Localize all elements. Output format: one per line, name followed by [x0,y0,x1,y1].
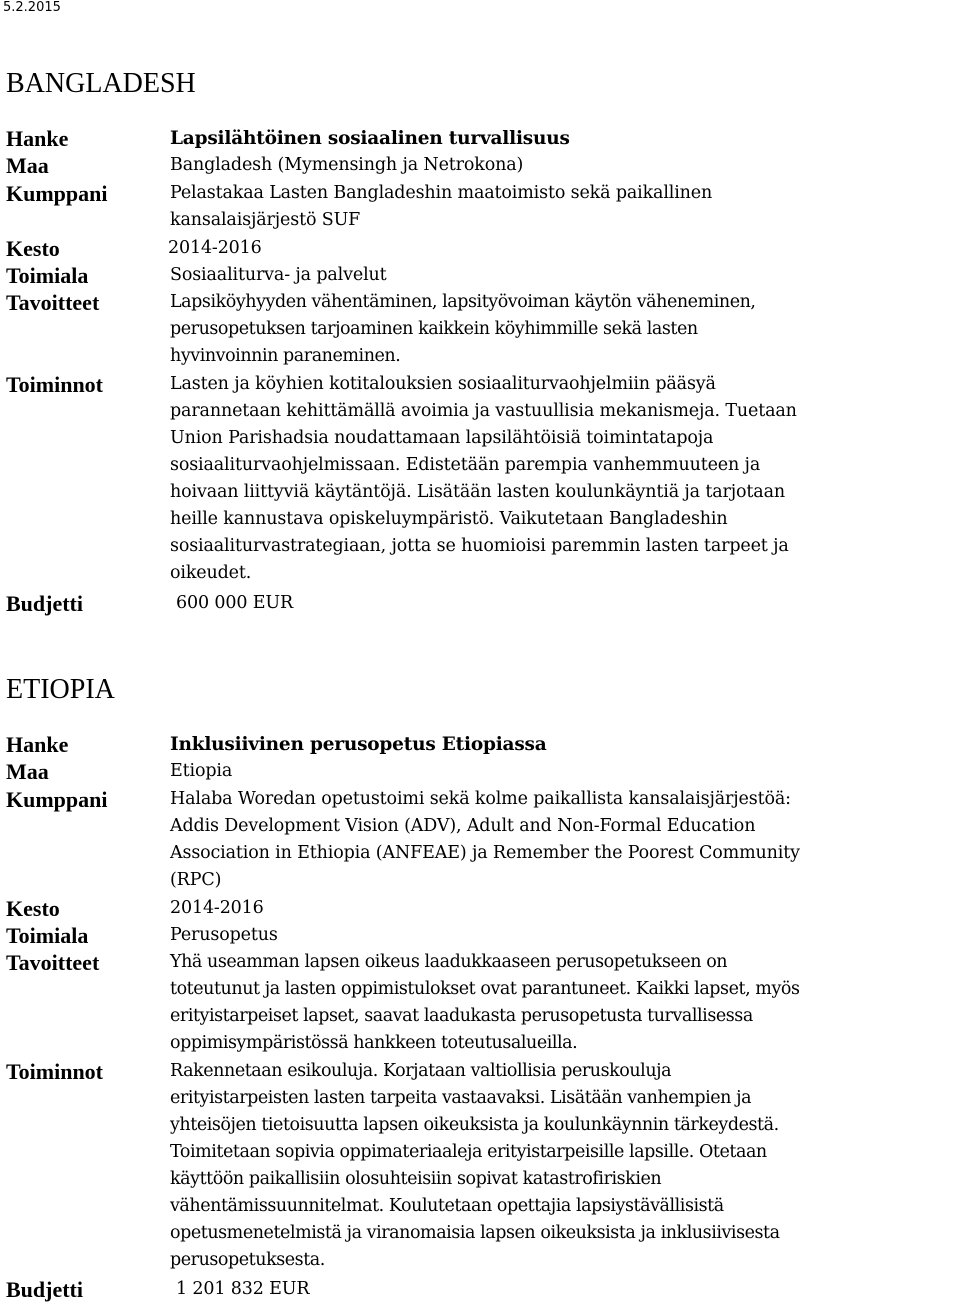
country-heading-etiopia: ETIOPIA [6,674,115,705]
label-kesto: Kesto [6,236,60,261]
label-toimiala: Toimiala [6,923,89,948]
value-budjetti: 1 201 832 EUR [176,1279,310,1299]
label-toiminnot: Toiminnot [6,372,104,397]
label-budjetti: Budjetti [6,591,83,616]
value-maa: Bangladesh (Mymensingh ja Netrokona) [170,155,524,175]
value-toimiala: Perusopetus [170,925,278,945]
label-maa: Maa [6,759,49,784]
label-toiminnot: Toiminnot [6,1059,104,1084]
value-hanke: Inklusiivinen perusopetus Etiopiassa [170,734,547,755]
label-kumppani: Kumppani [6,181,108,206]
document-date: 5.2.2015 [3,0,61,15]
value-kumppani: Pelastakaa Lasten Bangladeshin maatoimisto sekä paikallinen kansalaisjärjestö SUF [170,183,713,230]
value-toimiala: Sosiaaliturva- ja palvelut [170,265,387,285]
value-toiminnot: Lasten ja köyhien kotitalouksien sosiaaliturvaohjelmiin pääsyä parannetaan kehittämällä avoimia ja vastuullisia mekanismeja. Tuetaan Union Parishadsia noudattamaan lapsilähtöisiä toimintatapoja sosiaaliturvaohjelmissaan. Edistetään parempia vanhemmuuteen ja hoivaan liittyviä käytäntöjä. Lisätään lasten koulunkäyntiä ja tarjotaan heille kannustava opiskeluympäristö. Vaikutetaan Bangladeshin sosiaaliturvastrategiaan, jotta se huomioisi paremmin lasten tarpeet ja oikeudet. [170,374,797,583]
value-tavoitteet: Lapsiköyhyyden vähentäminen, lapsityövoiman käytön väheneminen, perusopetuksen tarjoaminen kaikkein köyhimmille sekä lasten hyvinvoinnin paraneminen. [170,292,756,366]
label-toimiala: Toimiala [6,263,89,288]
value-hanke: Lapsilähtöinen sosiaalinen turvallisuus [170,128,570,149]
label-hanke: Hanke [6,126,69,151]
value-tavoitteet: Yhä useamman lapsen oikeus laadukkaaseen perusopetukseen on toteutunut ja lasten oppimistulokset ovat parantuneet. Kaikki lapset, myös erityistarpeiset lapset, saavat laadukasta perusopetusta turvallisessa oppimisympäristössä hankkeen toteutusalueilla. [170,952,800,1053]
value-kesto: 2014-2016 [170,898,264,918]
label-budjetti: Budjetti [6,1277,83,1302]
label-tavoitteet: Tavoitteet [6,950,100,975]
label-hanke: Hanke [6,732,69,757]
value-toiminnot: Rakennetaan esikouluja. Korjataan valtiollisia peruskouluja erityistarpeisten lasten tarpeita vastaavaksi. Lisätään vanhempien ja yhteisöjen tietoisuutta lapsen oikeuksista ja koulunkäynnin tärkeydestä. Toimitetaan sopivia oppimateriaaleja erityistarpeisille lapsille. Otetaan käyttöön paikallisiin olosuhteisiin sopivat katastrofiriskien vähentämissuunnitelmat. Koulutetaan opettajia lapsiystävällisistä opetusmenetelmistä ja viranomaisia lapsen oikeuksista ja inklusiivisesta perusopetuksesta. [170,1061,780,1270]
value-maa: Etiopia [170,761,233,781]
label-maa: Maa [6,153,49,178]
label-kumppani: Kumppani [6,787,108,812]
value-kesto: 2014-2016 [168,238,262,258]
value-kumppani: Halaba Woredan opetustoimi sekä kolme paikallista kansalaisjärjestöä: Addis Development Vision (ADV), Adult and Non-Formal Education Association in Ethiopia (ANFEAE) ja Remember the Poorest Community (RPC) [170,789,800,890]
label-kesto: Kesto [6,896,60,921]
country-heading-bangladesh: BANGLADESH [6,68,196,99]
label-tavoitteet: Tavoitteet [6,290,100,315]
value-budjetti: 600 000 EUR [176,593,293,613]
